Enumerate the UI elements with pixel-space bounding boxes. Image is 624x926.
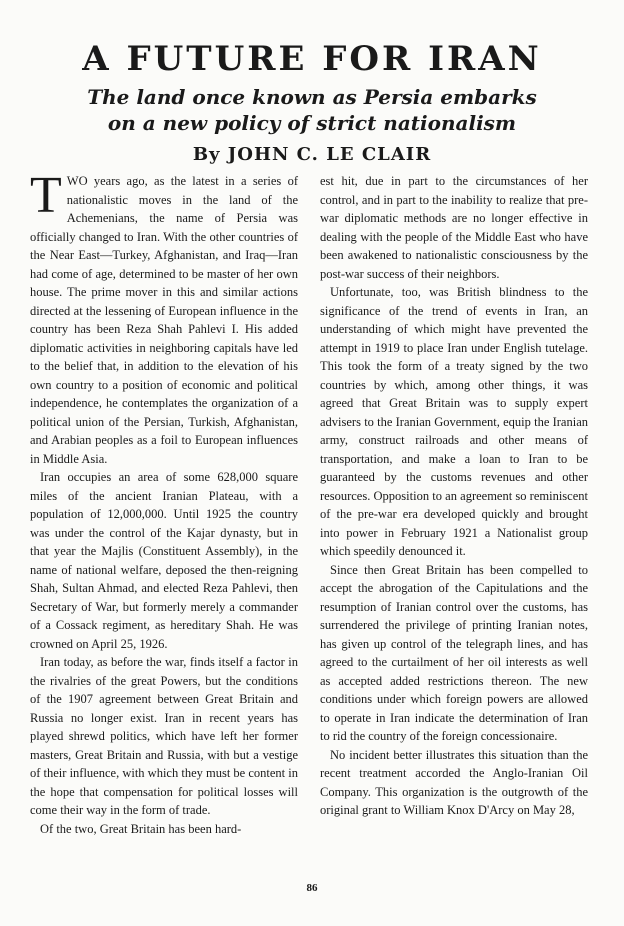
paragraph: No incident better illustrates this situation than the recent treatment accorded the Anglo-Iranian Oil Company. This organization is the outgrowth of the original grant to William Knox D'Arcy on May 28, (320, 747, 588, 817)
paragraph: Since then Great Britain has been compelled to accept the abrogation of the Capitulations and the resumption of Iranian control over the customs, has surrendered the privilege of printing Iranian notes, has given up control of the telegraph lines, and has agreed to the curtailment of her oil interests as well as accepted added restrictions thereon. The new conditions under which foreign powers are allowed to operate in Iran indicate the determination of Iran to rid the country of the foreign concessionaire. (320, 562, 588, 743)
left-column (30, 167, 298, 838)
paragraph: Iran today, as before the war, finds itself a factor in the rivalries of the great Powers, but the conditions of the 1907 agreement between Great Britain and Russia no longer exist. Iran in recent years has played shrewd politics, which have left her former masters, Great Britain and Russia, with but a vestige of their influence, with which they must be content in the hope that compensation for political losses will come their way in the form of trade. (30, 655, 298, 817)
article-subtitle (0, 84, 624, 136)
article-title: A FUTURE FOR IRAN (82, 39, 542, 79)
paragraph: est hit, due in part to the circumstances of her control, and in part to the inability to realize that pre-war diplomatic methods are no longer effective in dealing with the people of the Middle East who have been awakened to nationalistic consciousness by the post-war success of their neighbors. (320, 174, 588, 281)
right-column (320, 172, 588, 820)
paragraph (30, 167, 298, 468)
paragraph: Unfortunate, too, was British blindness to the significance of the trend of events in Iran, an understanding of which might have prevented the attempt in 1919 to place Iran under English tutelage. This took the form of a treaty signed by the two countries by which, among other things, it was agreed that Great Britain was to supply expert advisers to the Iranian Government, equip the Iranian army, construct railroads and other means of transportation, and make a loan to Iran to be guaranteed by the customs revenues and other resources. Opposition to an agreement so reminiscent of the pre-war era developed quickly and brought into power in February 1921 a Nationalist group which speedily denounced it. (320, 285, 588, 558)
subtitle-line-1: The land once known as Persia embarks (87, 85, 537, 109)
drop-cap: T (30, 167, 62, 224)
page-number: 86 (306, 882, 318, 894)
paragraph-text: WO years ago, as the latest in a series of nationalistic moves in the land of the Achemenians, the name of Persia was officially changed to Iran. With the other countries of the Near East—Turkey, Afghanistan, and Iraq—Iran had come of age, determined to be master of her own house. The prime mover in this and similar actions directed at the lessening of European influence in the country has been Reza Shah Pahlevi I. His added diplomatic activities in neighboring capitals have led to the belief that, in addition to the elevation of his own country to a position of economic and political independence, he contemplates the organization of a political union of the Persian, Turkish, Afghanistan, and Arabian peoples as a foil to European influences in Middle Asia. (30, 174, 298, 466)
paragraph: Of the two, Great Britain has been hard- (40, 821, 242, 836)
byline: By JOHN C. LE CLAIR (192, 144, 432, 165)
subtitle-line-2: on a new policy of strict nationalism (107, 111, 517, 135)
paragraph: Iran occupies an area of some 628,000 square miles of the ancient Iranian Plateau, with a population of 12,000,000. Until 1925 the country was under the control of the Kajar dynasty, but in that year the Majlis (Constituent Assembly), in the name of national welfare, deposed the then-reigning Shah, Sultan Ahmad, and elected Reza Pahlevi, then Secretary of War, but formerly merely a commander of a Cossack regiment, as hereditary Shah. He was crowned on April 25, 1926. (30, 470, 298, 651)
